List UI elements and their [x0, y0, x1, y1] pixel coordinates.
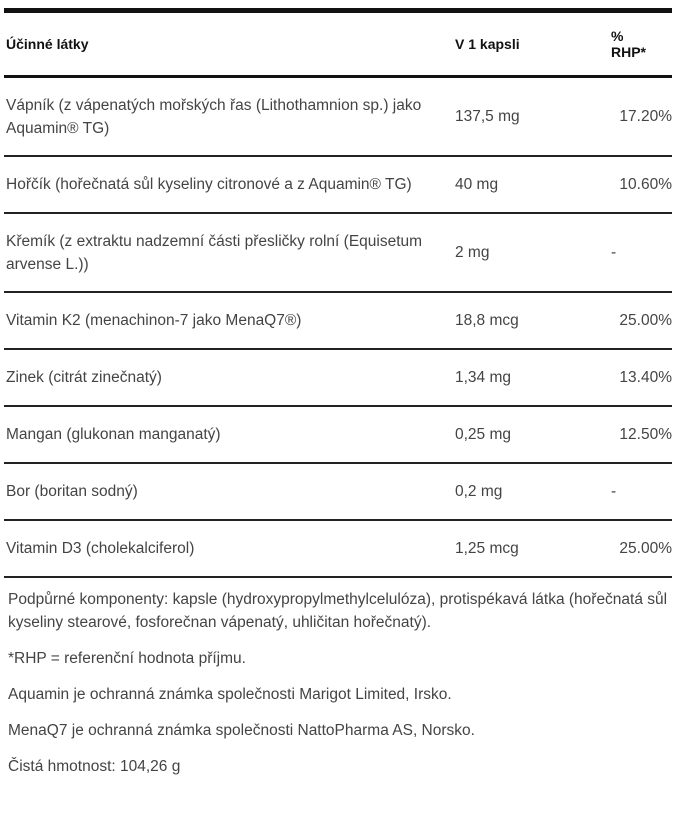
header-per-capsule: V 1 kapsli: [455, 35, 520, 52]
table-row: [4, 406, 672, 463]
menaq7-trademark-note: MenaQ7 je ochranná známka společnosti NattoPharma AS, Norsko.: [8, 722, 475, 739]
ingredient-name: Vitamin K2 (menachinon-7 jako MenaQ7®): [6, 312, 302, 329]
header-rhp-percent: %: [611, 27, 624, 44]
ingredients-table-container: [4, 8, 672, 578]
rhp-footnote: *RHP = referenční hodnota příjmu.: [8, 650, 246, 667]
ingredient-rhp: 13.40%: [619, 369, 672, 386]
ingredient-name: Zinek (citrát zinečnatý): [6, 369, 162, 386]
ingredient-name: Vitamin D3 (cholekalciferol): [6, 540, 195, 557]
table-body: [4, 77, 672, 578]
ingredient-rhp: 10.60%: [619, 176, 672, 193]
ingredient-amount: 0,2 mg: [455, 483, 503, 500]
excipients-text: Podpůrné komponenty: kapsle (hydroxypropylmethylcelulóza), protispékavá látka (hořečnatá sůl kyseliny stearové, fosforečnan vápenatý, uhličitan hořečnatý).: [8, 591, 668, 631]
ingredient-rhp: 25.00%: [619, 540, 672, 557]
ingredient-amount: 137,5 mg: [455, 108, 520, 125]
table-row: [4, 77, 672, 157]
ingredient-rhp: -: [611, 483, 617, 500]
ingredient-amount: 0,25 mg: [455, 426, 512, 443]
ingredient-name: Vápník (z vápenatých mořských řas (Lithothamnion sp.) jako Aquamin® TG): [6, 96, 422, 137]
ingredient-name: Hořčík (hořečnatá sůl kyseliny citronové a z Aquamin® TG): [6, 176, 412, 193]
ingredient-amount: 1,25 mcg: [455, 540, 519, 557]
table-row: [4, 213, 672, 292]
table-row: [4, 156, 672, 213]
table-row: [4, 349, 672, 406]
header-rhp-label: RHP*: [611, 44, 647, 60]
ingredient-name: Bor (boritan sodný): [6, 483, 138, 500]
table-row: [4, 520, 672, 577]
table-header: [4, 11, 672, 77]
aquamin-trademark-note: Aquamin je ochranná známka společnosti Marigot Limited, Irsko.: [8, 686, 452, 703]
ingredient-name: Křemík (z extraktu nadzemní části přesličky rolní (Equisetum arvense L.)): [6, 232, 423, 273]
ingredient-rhp: 25.00%: [619, 312, 672, 329]
table-row: [4, 292, 672, 349]
ingredient-amount: 2 mg: [455, 244, 490, 261]
ingredient-rhp: -: [611, 244, 617, 261]
header-active-ingredients: Účinné látky: [6, 35, 89, 52]
ingredients-table: [4, 8, 672, 578]
ingredient-name: Mangan (glukonan manganatý): [6, 426, 221, 443]
ingredient-amount: 18,8 mcg: [455, 312, 519, 329]
ingredient-amount: 1,34 mg: [455, 369, 512, 386]
net-weight: Čistá hmotnost: 104,26 g: [8, 758, 181, 775]
header-row: [4, 11, 672, 77]
ingredient-amount: 40 mg: [455, 176, 499, 193]
table-row: [4, 463, 672, 520]
header-rhp: [608, 11, 672, 77]
ingredient-rhp: 12.50%: [619, 426, 672, 443]
product-notes: [8, 588, 676, 791]
ingredient-rhp: 17.20%: [619, 108, 672, 125]
